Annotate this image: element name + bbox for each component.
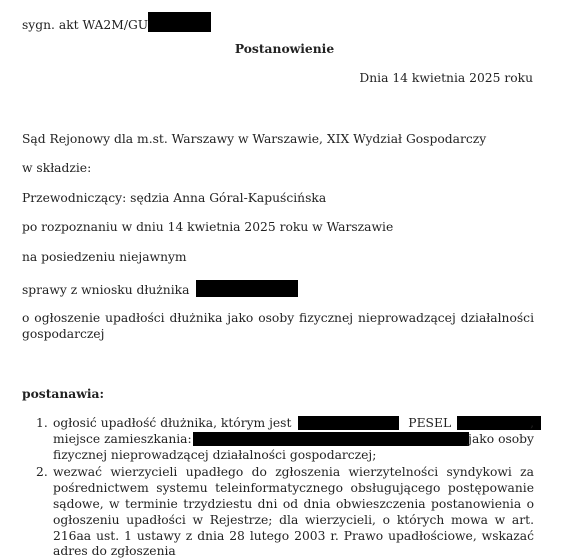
list-number: 2. [36, 465, 48, 480]
case-reference [22, 12, 211, 32]
list-item [22, 465, 534, 560]
list-item-line [53, 448, 534, 464]
redaction-box [298, 416, 399, 430]
list-item [22, 416, 534, 463]
session-type: na posiedzeniu niejawnym [22, 250, 187, 264]
composition-label: w składzie: [22, 161, 92, 175]
list-item-text: fizycznej nieprowadzącej działalności gospodarczej; [53, 447, 377, 462]
redaction-box [148, 12, 211, 32]
case-party [22, 280, 298, 297]
document-title: Postanowienie [234, 41, 335, 56]
case-subject: o ogłoszenie upadłości dłużnika jako osoby fizycznej nieprowadzącej działalności gospodarczej [22, 311, 534, 341]
list-item-text: jako osoby [468, 431, 534, 446]
case-reference-text: sygn. akt WA2M/GU [22, 18, 149, 32]
examination-date: po rozpoznaniu w dniu 14 kwietnia 2025 roku w Warszawie [22, 220, 394, 234]
redaction-box [196, 280, 298, 297]
decision-heading: postanawia: [22, 386, 105, 401]
list-item-text: miejsce zamieszkania: [53, 431, 192, 446]
list-item-text: , [530, 416, 534, 430]
case-party-text: sprawy z wniosku dłużnika [22, 283, 190, 297]
list-item-text: ogłosić upadłość dłużnika, którym jest [53, 416, 292, 430]
list-item-line [53, 416, 534, 432]
list-item-line [53, 432, 534, 448]
redaction-box [457, 416, 541, 430]
redaction-box [193, 432, 469, 446]
date-line: Dnia 14 kwietnia 2025 roku [359, 71, 533, 85]
list-item-text: wezwać wierzycieli upadłego do zgłoszenia wierzytelności syndykowi za pośrednictwem systemu teleinformatycznego obsługującego postępowanie sądowe, w terminie trzydziestu dni od dnia obwieszczenia postanowienia o ogłoszeniu upadłości w Rejestrze; dla wierzycieli, o których mowa w art. 216aa ust. 1 ustawy z dnia 28 lutego 2003 r. Prawo upadłościowe, wskazać adres do zgłoszenia [53, 465, 534, 559]
court-name: Sąd Rejonowy dla m.st. Warszawy w Warszawie, XIX Wydział Gospodarczy [22, 132, 487, 146]
pesel-label: PESEL [408, 416, 452, 430]
presiding-judge: Przewodniczący: sędzia Anna Góral-Kapuścińska [22, 191, 327, 205]
decision-list [22, 416, 534, 560]
list-number: 1. [36, 416, 48, 430]
